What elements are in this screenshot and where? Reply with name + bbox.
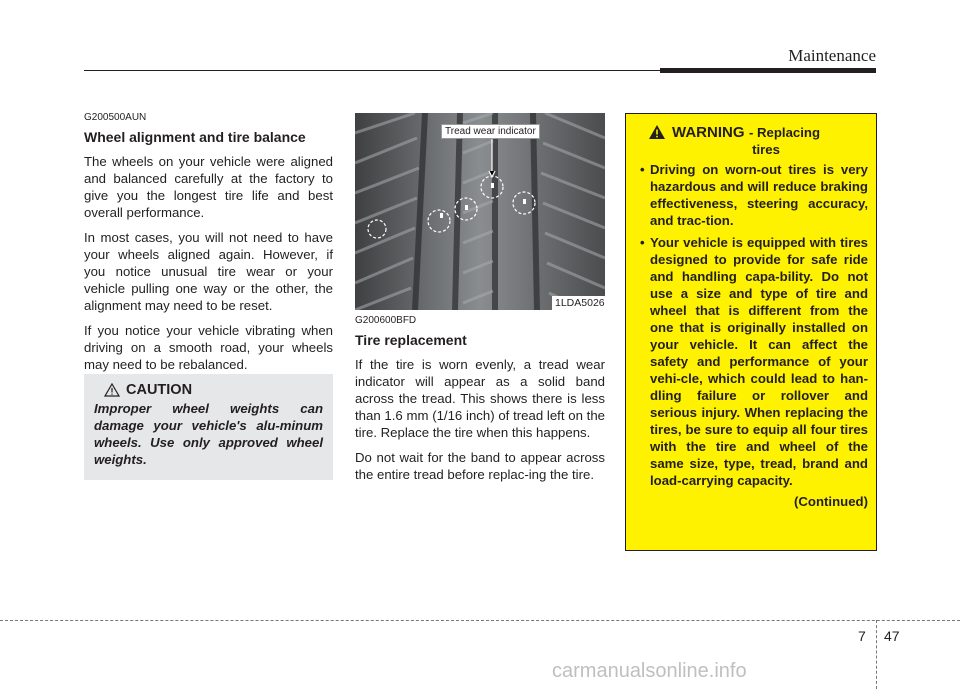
tread-wear-indicator-label: Tread wear indicator — [441, 124, 540, 139]
header-rule — [84, 70, 660, 71]
section-heading: Wheel alignment and tire balance — [84, 129, 306, 145]
paragraph: The wheels on your vehicle were aligned and balanced carefully at the factory to give you the longest tire life and best overall performance. — [84, 154, 333, 220]
header-rule-bold — [660, 68, 876, 73]
middle-column — [355, 315, 605, 491]
warning-item: • Your vehicle is equipped with tires designed to provide for safe ride and handling capa-bility. Do not use a size and type of tire and wheel that is different from the one that is originally installed on your vehicle. It can affect the safety and performance of your vehi-cle, which could lead to han-dling failure or rollover and serious injury. When replacing the tires, be sure to equip all four tires with the tire and wheel of the same size, type, tread, brand and load-carrying capacity. — [634, 234, 868, 489]
section-title: Maintenance — [788, 46, 876, 65]
caution-text: Improper wheel weights can damage your vehicle's alu-minum wheels. Use only approved wheel weights. — [94, 401, 323, 467]
paragraph: In most cases, you will not need to have your wheels aligned again. However, if you notice unusual tire wear or your vehicle pulling one way or the other, the alignment may need to be reset. — [84, 230, 333, 313]
image-code: 1LDA5026 — [552, 296, 608, 310]
footer-divider — [876, 620, 877, 689]
warning-triangle-icon — [648, 124, 666, 140]
tire-tread-image — [355, 113, 605, 310]
section-heading: Tire replacement — [355, 332, 467, 348]
warning-box — [625, 113, 877, 551]
watermark: carmanualsonline.info — [552, 660, 747, 682]
warning-subtitle: - Replacing — [748, 125, 821, 140]
warning-item: • Driving on worn-out tires is very hazardous and will reduce braking effectiveness, steering accuracy, and trac-tion. — [634, 161, 868, 229]
warning-title: WARNING — [672, 124, 745, 141]
warning-subtitle-cont: tires — [752, 142, 780, 157]
chapter-number: 7 — [858, 628, 866, 644]
section-code: G200500AUN — [84, 112, 147, 123]
footer-rule — [0, 620, 960, 621]
continued-note: (Continued) — [794, 494, 868, 509]
caution-triangle-icon — [104, 383, 120, 397]
left-column — [84, 112, 333, 381]
caution-box — [84, 374, 333, 480]
paragraph: If you notice your vehicle vibrating when driving on a smooth road, your wheels may need to be rebalanced. — [84, 323, 333, 372]
paragraph: If the tire is worn evenly, a tread wear indicator will appear as a solid band across the tread. This shows there is less than 1.6 mm (1/16 inch) of tread left on the tire. Replace the tire when this happens. — [355, 357, 605, 440]
paragraph: Do not wait for the band to appear across the entire tread before replac-ing the tire. — [355, 450, 605, 482]
page-number: 47 — [884, 628, 900, 644]
tire-tread-illustration — [355, 113, 605, 310]
warning-list — [634, 161, 868, 489]
section-code: G200600BFD — [355, 315, 417, 326]
caution-title: CAUTION — [126, 382, 193, 398]
